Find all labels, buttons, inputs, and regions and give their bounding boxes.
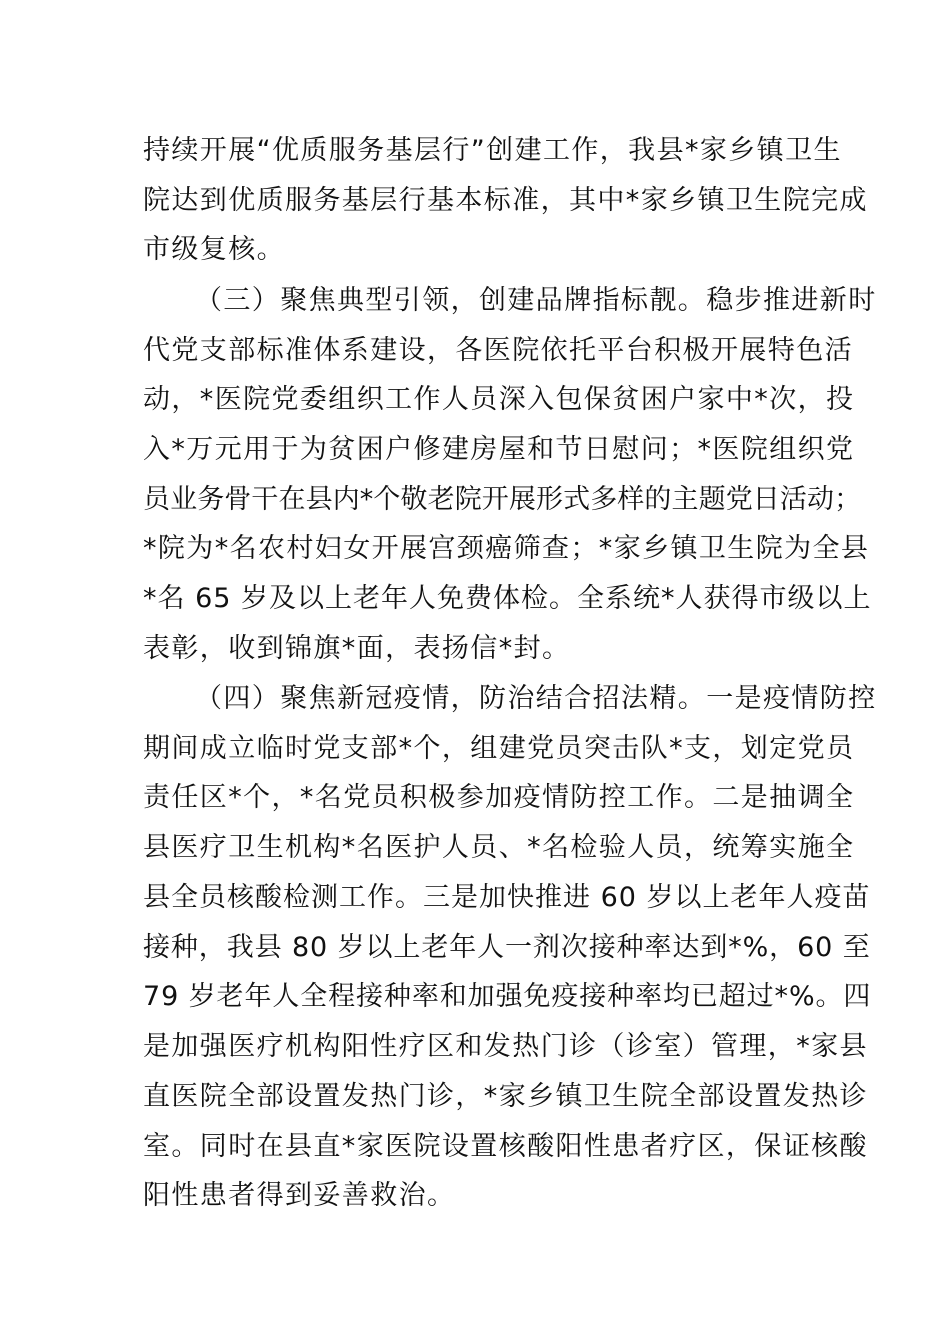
text-line: 阳性患者得到妥善救治。 (143, 1180, 456, 1211)
text-line: 入*万元用于为贫困户修建房屋和节日慰问；*医院组织党 (143, 434, 855, 465)
text-line: 直医院全部设置发热门诊，*家乡镇卫生院全部设置发热诊 (143, 1081, 868, 1112)
text-line: 员业务骨干在县内*个敬老院开展形式多样的主题党日活动； (143, 484, 862, 515)
text-line: 表彰，收到锦旗*面，表扬信*封。 (143, 633, 571, 664)
text-line: 期间成立临时党支部*个，组建党员突击队*支，划定党员 (143, 733, 855, 764)
text-line: 79 岁老年人全程接种率和加强免疫接种率均已超过*%。四 (143, 981, 872, 1012)
text-line: 接种，我县 80 岁以上老年人一剂次接种率达到*%，60 至 (143, 932, 871, 963)
text-line: 市级复核。 (143, 234, 285, 265)
paragraph-heading-three: （三）聚焦典型引领，创建品牌指标靓。稳步推进新时 (195, 285, 877, 316)
text-line: 持续开展“优质服务基层行”创建工作，我县*家乡镇卫生 (143, 135, 842, 166)
text-line: *院为*名农村妇女开展宫颈癌筛查；*家乡镇卫生院为全县 (143, 533, 870, 564)
text-line: 县医疗卫生机构*名医护人员、*名检验人员，统筹实施全 (143, 832, 855, 863)
text-line: *名 65 岁及以上老年人免费体检。全系统*人获得市级以上 (143, 583, 872, 614)
text-line: 是加强医疗机构阳性疗区和发热门诊（诊室）管理，*家县 (143, 1031, 868, 1062)
text-line: 县全员核酸检测工作。三是加快推进 60 岁以上老年人疫苗 (143, 882, 871, 913)
text-line: 院达到优质服务基层行基本标准，其中*家乡镇卫生院完成 (143, 185, 868, 216)
text-line: 责任区*个，*名党员积极参加疫情防控工作。二是抽调全 (143, 782, 855, 813)
text-line: 动，*医院党委组织工作人员深入包保贫困户家中*次，投 (143, 384, 855, 415)
text-line: 代党支部标准体系建设，各医院依托平台积极开展特色活 (143, 335, 853, 366)
text-line: 室。同时在县直*家医院设置核酸阳性患者疗区，保证核酸 (143, 1131, 868, 1162)
paragraph-heading-four: （四）聚焦新冠疫情，防治结合招法精。一是疫情防控 (195, 683, 877, 714)
